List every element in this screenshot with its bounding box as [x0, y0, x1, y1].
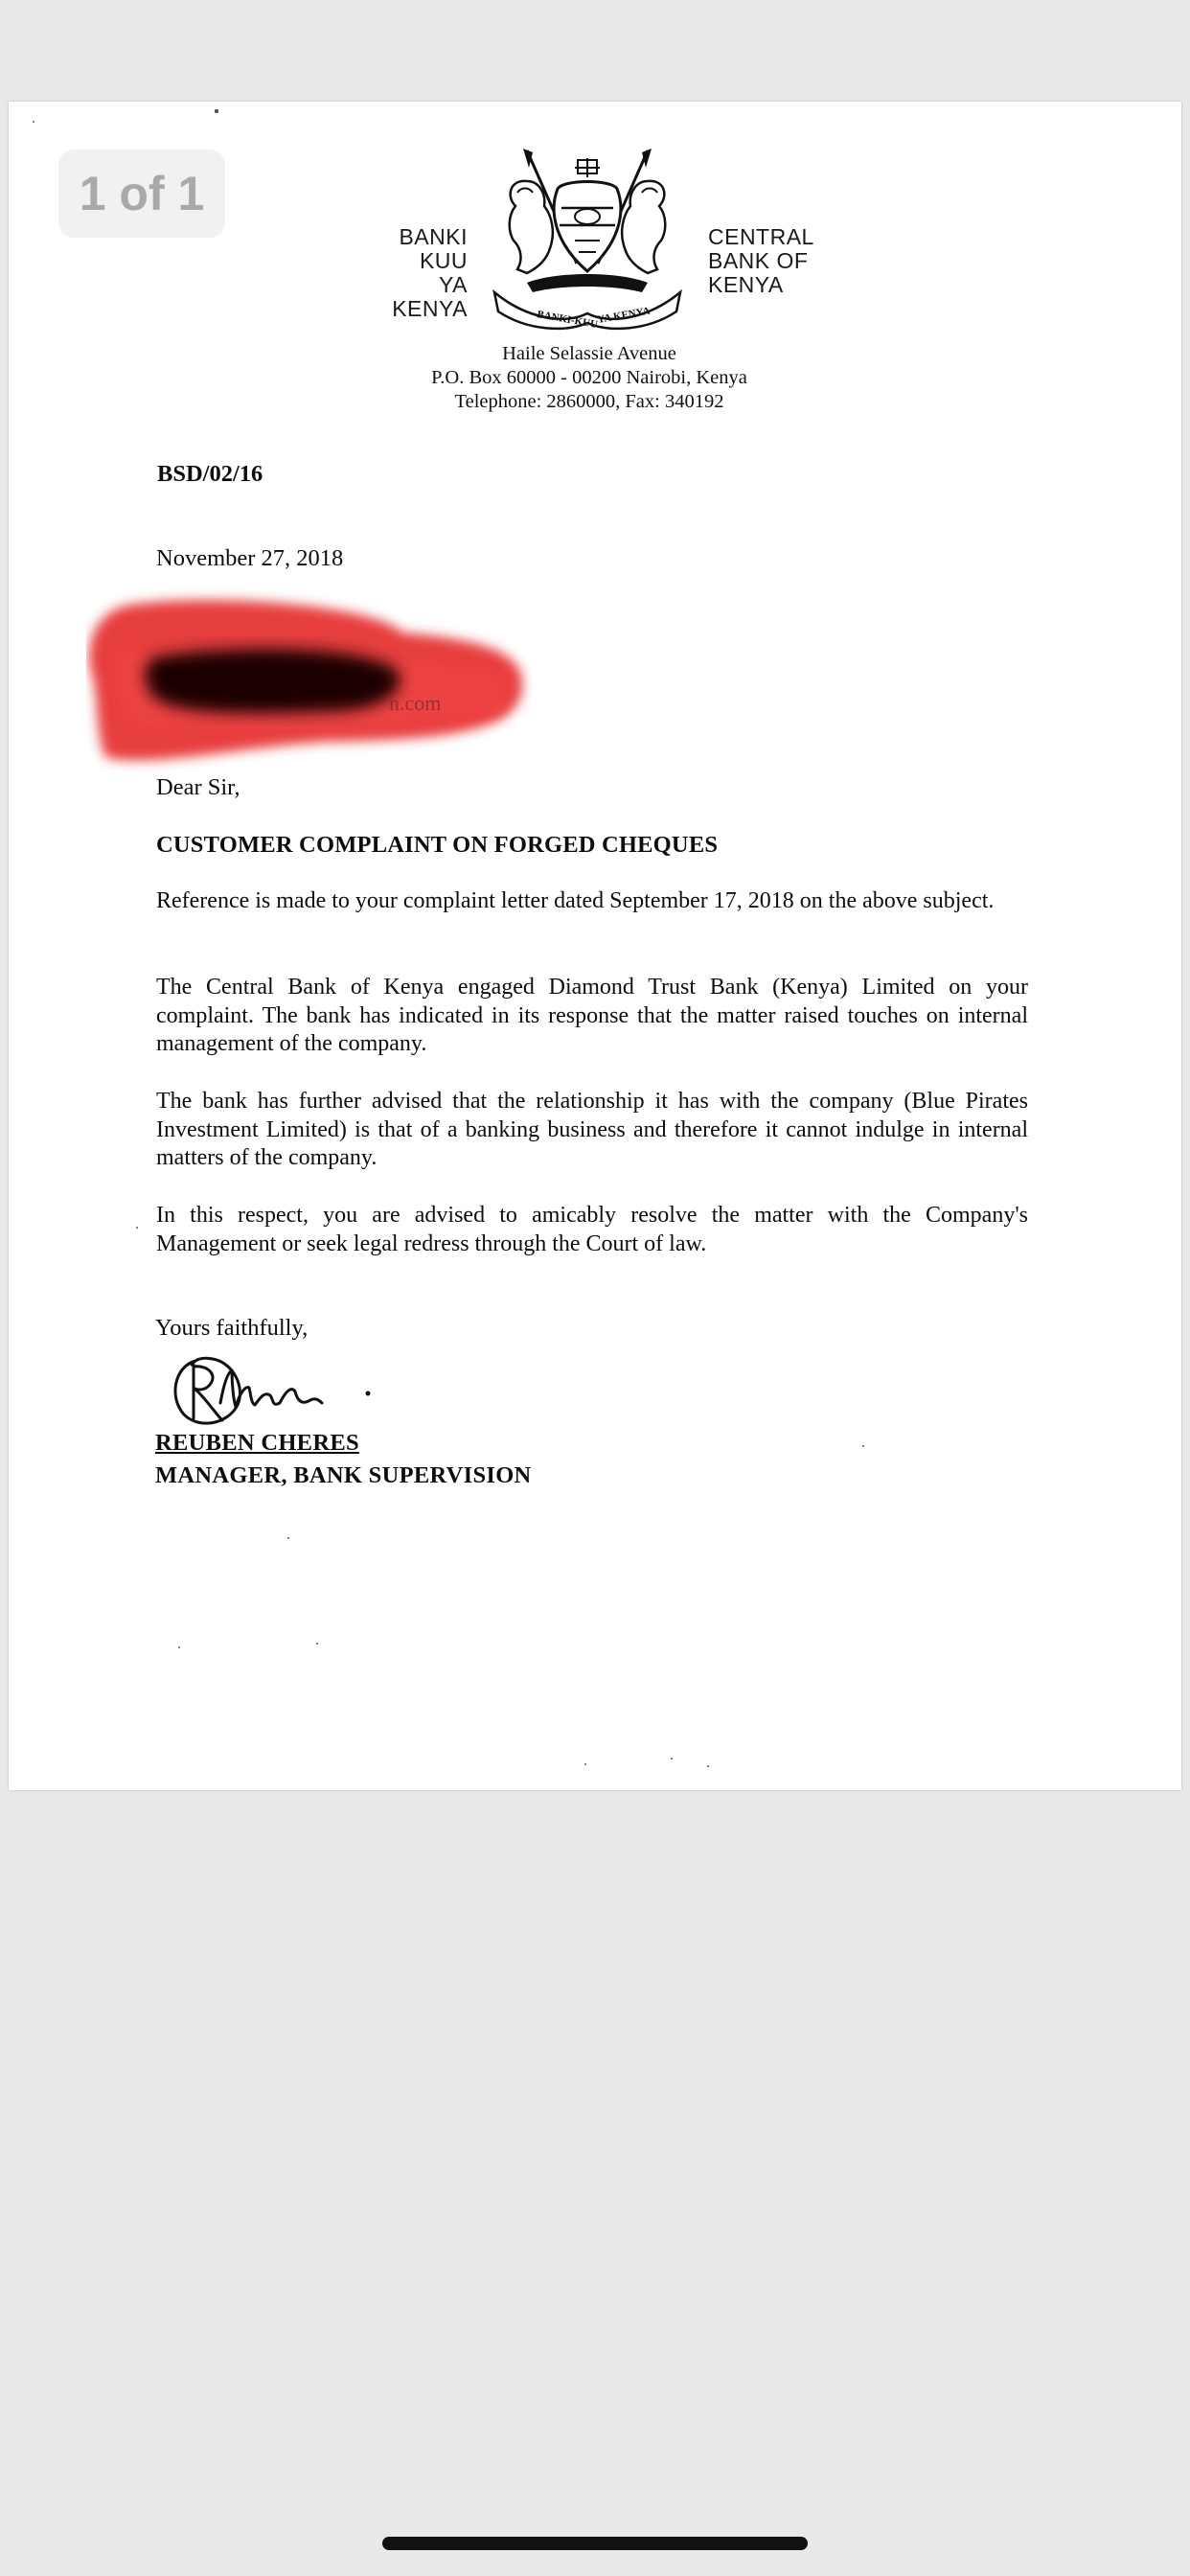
scan-speck [136, 1227, 138, 1229]
body-paragraph: The Central Bank of Kenya engaged Diamond Trust Bank (Kenya) Limited on your complaint. The bank has indicated in its response that the matter raised touches on internal management of the company. [156, 975, 1028, 1056]
scan-speck [671, 1758, 673, 1760]
closing-line: Yours faithfully, [155, 1315, 309, 1341]
signatory-name: REUBEN CHERES [155, 1430, 359, 1456]
scan-speck [707, 1765, 709, 1767]
salutation: Dear Sir, [156, 774, 240, 800]
bank-name-swahili-line: KUU YA [419, 248, 468, 297]
address-line: P.O. Box 60000 - 00200 Nairobi, Kenya [431, 367, 747, 388]
redacted-email-fragment: n.com [389, 691, 442, 715]
handwritten-signature [165, 1344, 385, 1432]
home-indicator[interactable] [382, 2537, 808, 2550]
address-line: Telephone: 2860000, Fax: 340192 [454, 391, 724, 412]
bank-name-english-line: BANK OF [708, 248, 809, 273]
scan-speck [178, 1646, 180, 1648]
kenya-coat-of-arms-icon [489, 149, 686, 331]
bank-name-swahili [391, 225, 468, 321]
page-counter-badge: 1 of 1 [58, 150, 225, 238]
letter-date: November 27, 2018 [156, 545, 344, 571]
signatory-title: MANAGER, BANK SUPERVISION [155, 1462, 532, 1488]
svg-text:BANKI-KUU: BANKI-KUU [536, 309, 599, 331]
letter-reference: BSD/02/16 [157, 461, 263, 487]
scan-speck [584, 1763, 586, 1765]
letter-subject: CUSTOMER COMPLAINT ON FORGED CHEQUES [156, 832, 719, 858]
scan-speck [316, 1643, 318, 1644]
bank-name-swahili-line: BANKI [399, 224, 468, 249]
bank-name-english [708, 225, 833, 297]
svg-text:YA KENYA: YA KENYA [596, 305, 652, 326]
scan-speck [33, 121, 34, 123]
scan-speck [215, 109, 218, 113]
body-paragraph: The bank has further advised that the relationship it has with the company (Blue Pirates Investment Limited) is that of a banking business and therefore it cannot indulge in internal matters of the company. [156, 1089, 1028, 1170]
address-line: Haile Selassie Avenue [502, 343, 676, 364]
bank-name-english-line: CENTRAL [708, 224, 814, 249]
scan-speck [862, 1445, 864, 1447]
bank-name-english-line: KENYA [708, 272, 784, 297]
bank-name-swahili-line: KENYA [392, 296, 468, 321]
bank-address [364, 342, 814, 414]
scan-speck [287, 1537, 289, 1539]
body-paragraph: In this respect, you are advised to amicably resolve the matter with the Company's Management or seek legal redress through the Court of law. [156, 1203, 1028, 1256]
recipient-redaction [86, 586, 537, 778]
body-paragraph: Reference is made to your complaint letter dated September 17, 2018 on the above subject. [156, 888, 995, 913]
